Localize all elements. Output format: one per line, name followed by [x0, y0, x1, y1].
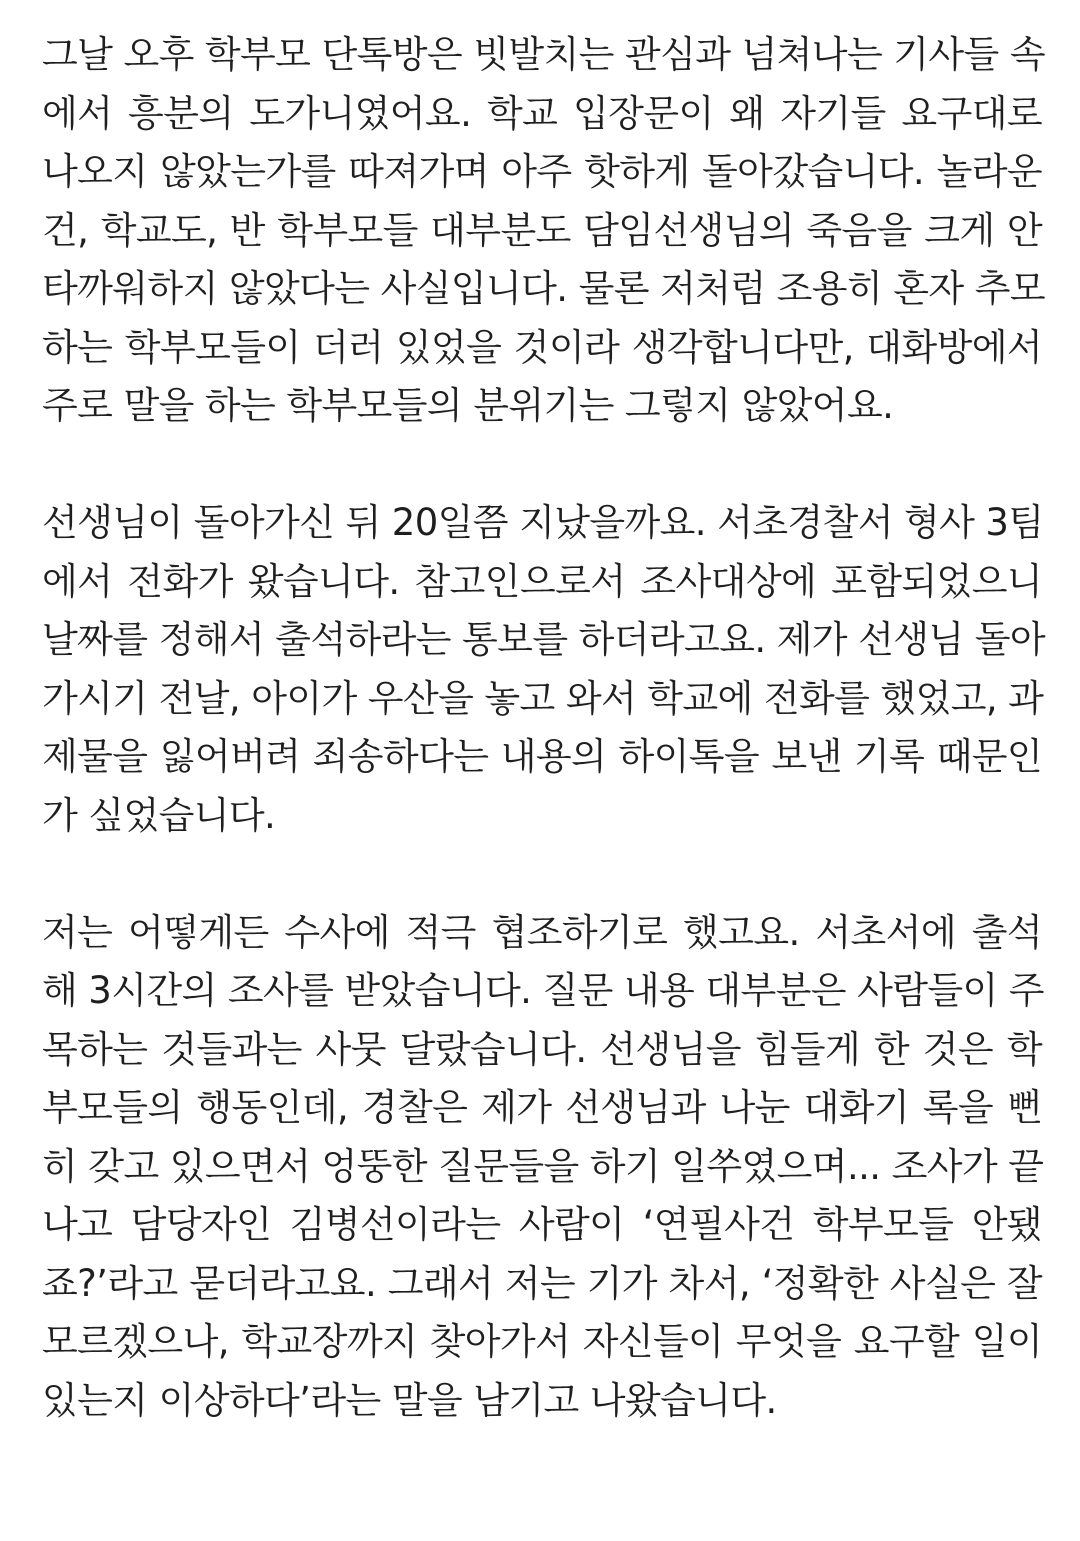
- text-line: 목하는 것들과는 사뭇 달랐습니다. 선생님을 힘들게 한 것은 학: [42, 1027, 1042, 1071]
- text-line: 가시기 전날, 아이가 우산을 놓고 와서 학교에 전화를 했었고, 과: [42, 676, 1044, 720]
- text-line: 선생님이 돌아가신 뒤 20일쯤 지났을까요. 서초경찰서 형사 3팀: [42, 501, 1044, 544]
- paragraph-3: [42, 904, 1042, 1431]
- paragraph-2: [42, 494, 1045, 845]
- article-body: [42, 26, 1045, 1430]
- text-line: 에서 흥분의 도가니였어요. 학교 입장문이 왜 자기들 요구대로: [42, 91, 1042, 135]
- text-line: 있는지 이상하다’라는 말을 남기고 나왔습니다.: [42, 1378, 777, 1422]
- text-line: 나고 담당자인 김병선이라는 사람이 ‘연필사건 학부모들 안됐: [42, 1203, 1042, 1246]
- text-line: 죠?’라고 묻더라고요. 그래서 저는 기가 차서, ‘정확한 사실은 잘: [42, 1261, 1042, 1305]
- text-line: 히 갖고 있으면서 엉뚱한 질문들을 하기 일쑤였으며... 조사가 끝: [42, 1144, 1044, 1188]
- text-line: 에서 전화가 왔습니다. 참고인으로서 조사대상에 포함되었으니: [42, 559, 1042, 603]
- text-line: 건, 학교도, 반 학부모들 대부분도 담임선생님의 죽음을 크게 안: [42, 208, 1042, 252]
- text-line: 날짜를 정해서 출석하라는 통보를 하더라고요. 제가 선생님 돌아: [42, 618, 1045, 661]
- text-line: 타까워하지 않았다는 사실입니다. 물론 저처럼 조용히 혼자 추모: [42, 267, 1045, 310]
- text-line: 그날 오후 학부모 단톡방은 빗발치는 관심과 넘쳐나는 기사들 속: [42, 33, 1045, 76]
- text-line: 저는 어떻게든 수사에 적극 협조하기로 했고요. 서초서에 출석: [42, 910, 1042, 954]
- text-line: 해 3시간의 조사를 받았습니다. 질문 내용 대부분은 사람들이 주: [42, 969, 1044, 1012]
- text-line: 하는 학부모들이 더러 있었을 것이라 생각합니다만, 대화방에서: [42, 325, 1042, 369]
- text-line: 제물을 잃어버려 죄송하다는 내용의 하이톡을 보낸 기록 때문인: [42, 735, 1042, 778]
- paragraph-1: [42, 26, 1045, 436]
- text-line: 부모들의 행동인데, 경찰은 제가 선생님과 나눈 대화기 록을 뻔: [42, 1086, 1042, 1129]
- text-line: 나오지 않았는가를 따져가며 아주 핫하게 돌아갔습니다. 놀라운: [42, 150, 1042, 193]
- text-line: 모르겠으나, 학교장까지 찾아가서 자신들이 무엇을 요구할 일이: [42, 1320, 1042, 1363]
- text-line: 주로 말을 하는 학부모들의 분위기는 그렇지 않았어요.: [42, 384, 894, 427]
- text-line: 가 싶었습니다.: [42, 793, 276, 837]
